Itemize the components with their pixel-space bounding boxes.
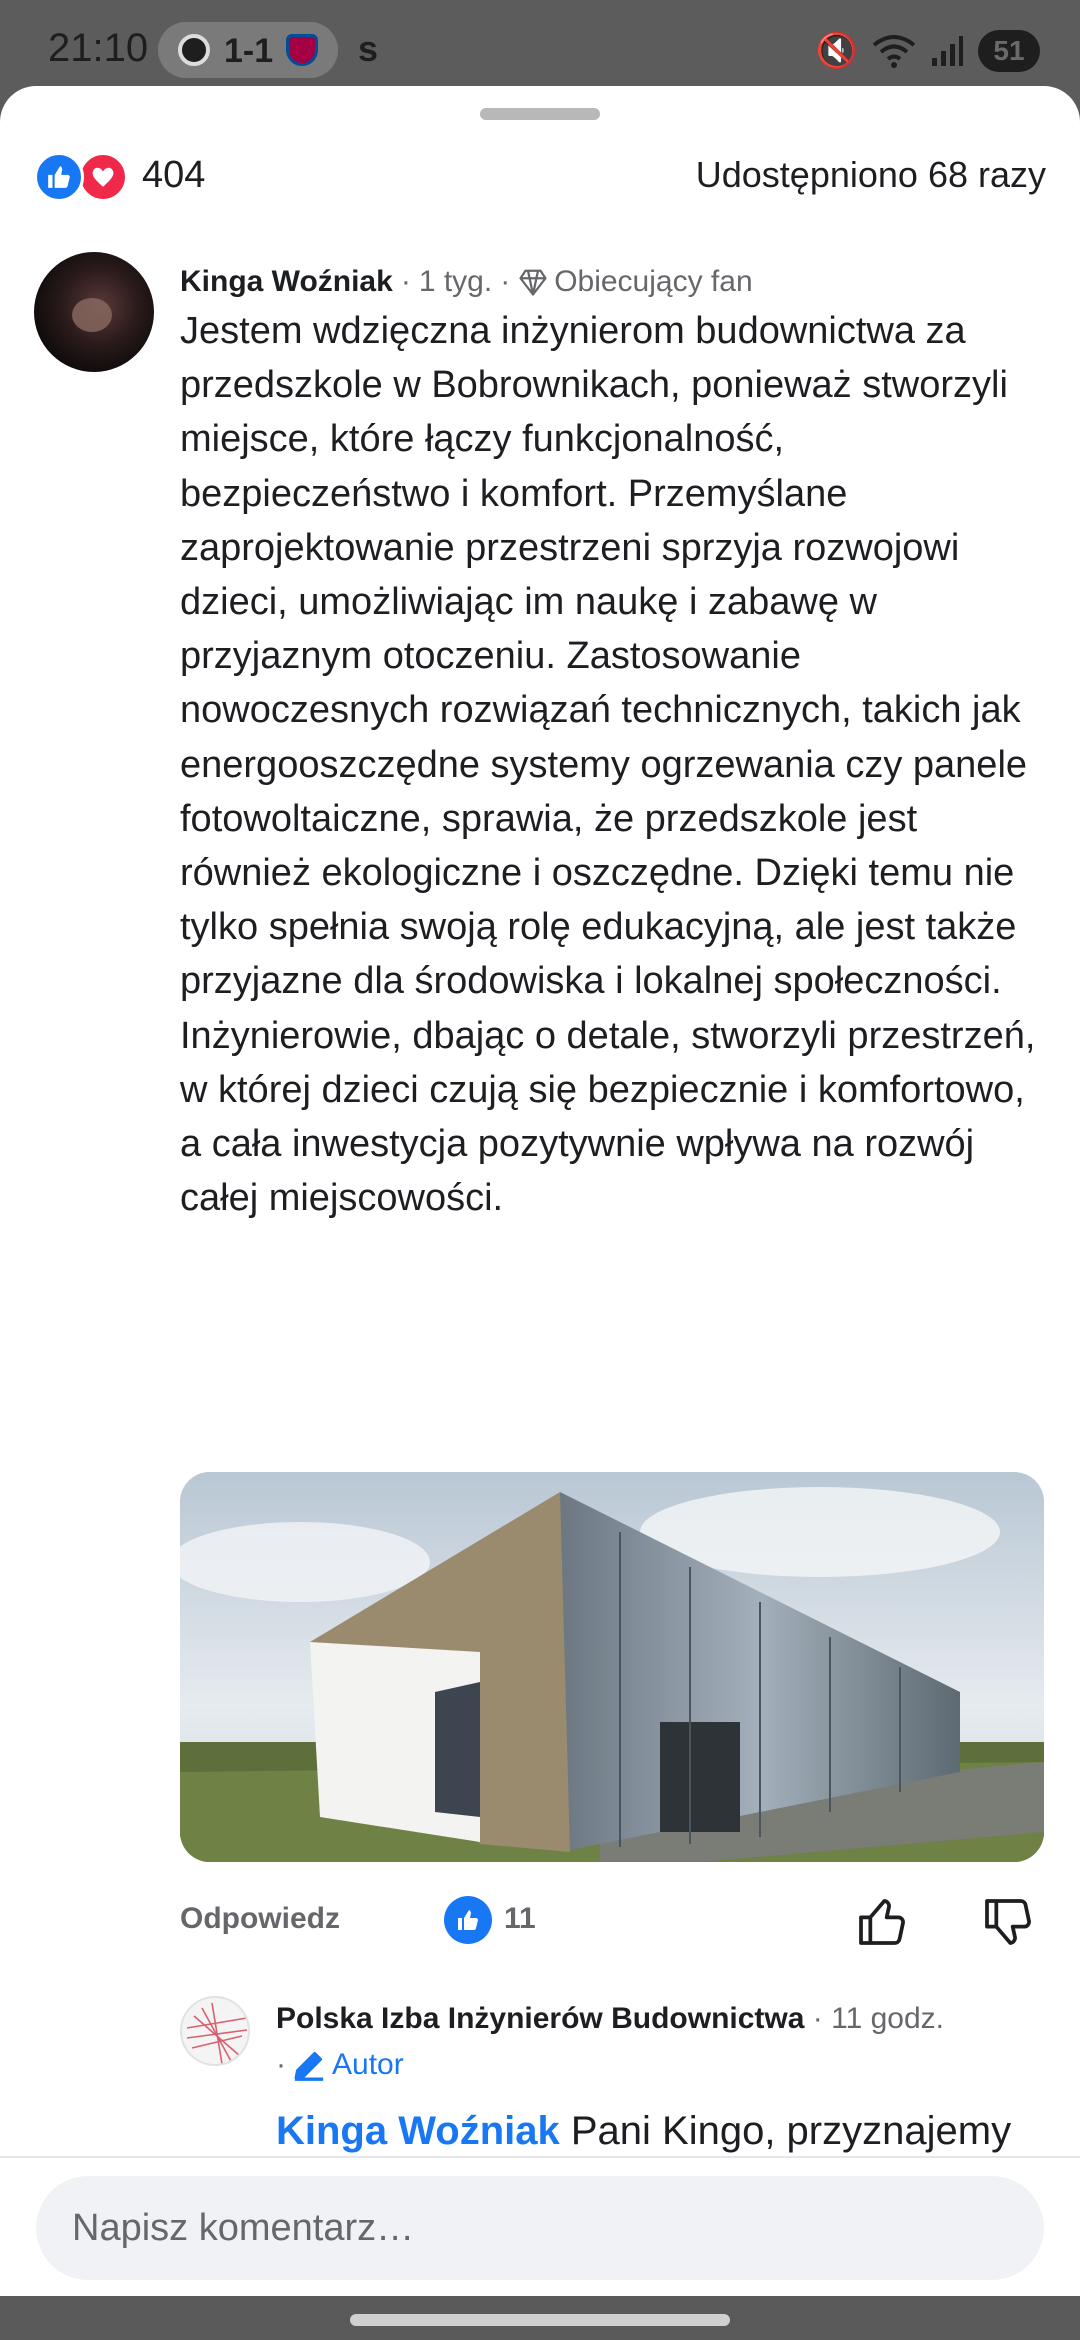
reaction-summary[interactable]	[34, 148, 1046, 204]
comment-text: Jestem wdzięczna inżynierom budownictwa za przedszkole w Bobrownikach, ponieważ stworzyli miejsce, które łączy funkcjonalność, bezpieczeństwo i komfort. Przemyślane zaprojektowanie przestrzeni sprzyja rozwojowi dzieci, umożliwiając im naukę i zabawę w przyjaznym otoczeniu. Zastosowanie nowoczesnych rozwiązań technicznych, takich jak energooszczędne systemy ogrzewania czy panele fotowoltaiczne, sprawia, że przedszkole jest również ekologiczne i oszczędne. Dzięki temu nie tylko spełnia swoją rolę edukacyjną, ale jest także przyjazne dla środowiska i lokalnej społeczności. Inżynierowie, dbając o detale, stworzyli przestrzeń, w której dzieci czują się bezpiecznie i komfortowo, a cała inwestycja pozytywnie wpływa na rozwój całej miejscowości.	[180, 310, 1036, 1220]
navigation-bar	[0, 2296, 1080, 2340]
building-photo	[180, 1472, 1044, 1862]
mute-icon: 🔇	[815, 32, 858, 70]
club-barcelona-icon	[286, 34, 318, 66]
comment-meta	[180, 260, 753, 304]
reply-author[interactable]: Polska Izba Inżynierów Budownictwa	[276, 2002, 805, 2035]
reply-button[interactable]: Odpowiedz	[180, 1902, 340, 1935]
like-count[interactable]: 11	[504, 1902, 536, 1935]
reaction-icons	[34, 152, 134, 202]
club-brugge-icon	[178, 34, 210, 66]
meta-separator: ·	[500, 265, 511, 298]
meta-separator: ·	[400, 265, 411, 298]
fan-badge[interactable]: Obiecujący fan	[554, 265, 753, 298]
like-reaction-icon	[34, 152, 84, 202]
mention-link[interactable]: Kinga Woźniak	[276, 2109, 560, 2153]
live-score-pill[interactable]	[158, 22, 338, 78]
battery-icon: 51	[978, 30, 1040, 72]
piib-logo-icon	[182, 1998, 250, 2066]
page-avatar[interactable]	[180, 1996, 250, 2066]
status-time: 21:10	[48, 26, 149, 70]
comment-time[interactable]: 1 tyg.	[418, 265, 493, 298]
status-bar	[0, 0, 1080, 100]
thumbs-up-icon[interactable]	[854, 1894, 910, 1950]
avatar[interactable]	[34, 252, 154, 372]
reply-body: Pani Kingo, przyznajemy	[570, 2109, 1012, 2153]
status-icons	[816, 26, 1040, 76]
meta-separator: ·	[812, 2002, 832, 2035]
comment-author[interactable]: Kinga Woźniak	[180, 265, 393, 298]
author-badge-line	[276, 2042, 1046, 2088]
app-notification-icon: s	[358, 28, 379, 69]
shares-count[interactable]: Udostępniono 68 razy	[695, 154, 1046, 195]
like-badge-icon	[444, 1896, 492, 1944]
thumbs-down-icon[interactable]	[980, 1894, 1036, 1950]
reply-time[interactable]: 11 godz.	[831, 2002, 944, 2035]
comment-photo[interactable]	[180, 1472, 1044, 1862]
author-badge: Autor	[332, 2048, 404, 2081]
signal-icon	[930, 34, 964, 68]
comment-composer	[0, 2156, 1080, 2296]
home-indicator[interactable]	[350, 2314, 730, 2326]
meta-separator: ·	[276, 2048, 286, 2081]
sheet-drag-handle[interactable]	[480, 108, 600, 120]
love-reaction-icon	[78, 152, 128, 202]
reply-meta	[276, 1996, 1046, 2088]
live-score: 1-1	[224, 32, 274, 70]
reaction-count: 404	[142, 154, 206, 196]
pencil-icon	[292, 2048, 326, 2082]
wifi-icon	[872, 33, 916, 69]
comments-sheet	[0, 86, 1080, 2296]
comment-actions	[180, 1892, 1046, 1952]
diamond-icon	[518, 267, 548, 297]
comment-input[interactable]	[36, 2176, 1044, 2280]
